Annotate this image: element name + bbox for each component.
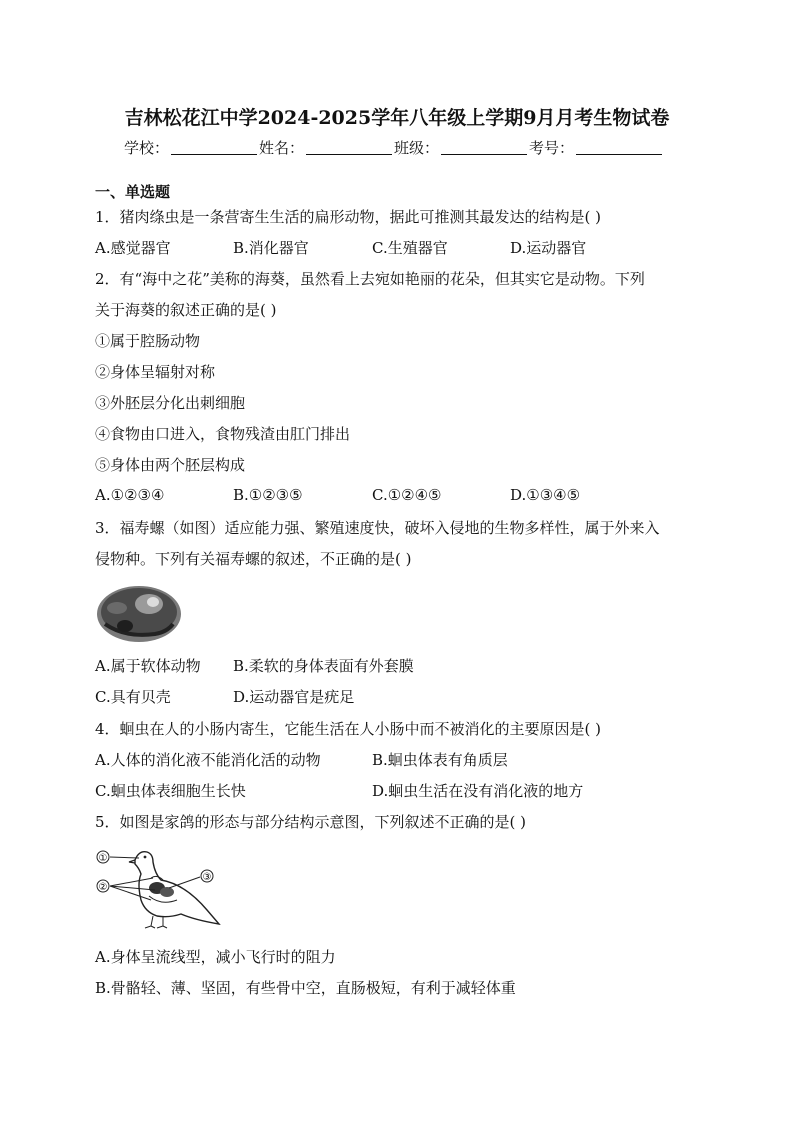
q2-stem-line2: 关于海葵的叙述正确的是( ) — [95, 301, 277, 319]
q2-option-a: A.①②③④ — [95, 486, 165, 504]
pigeon-label-3: ③ — [202, 872, 212, 883]
pigeon-label-1: ① — [98, 853, 108, 864]
q1-stem: 1．猪肉绦虫是一条营寄生生活的扁形动物，据此可推测其最发达的结构是( ) — [95, 208, 602, 226]
q5-option-b: B.骨骼轻、薄、坚固，有些骨中空，直肠极短，有利于减轻体重 — [95, 979, 516, 997]
q5-option-a: A.身体呈流线型，减小飞行时的阻力 — [95, 948, 336, 966]
q2-option-d: D.①③④⑤ — [510, 486, 581, 504]
apple-snail-image — [95, 580, 183, 644]
pigeon-structure-diagram — [95, 840, 227, 932]
q2-option-b: B.①②③⑤ — [233, 486, 303, 504]
class-blank — [441, 140, 527, 155]
q2-option-c: C.①②④⑤ — [372, 486, 442, 504]
name-label: 姓名： — [259, 139, 305, 157]
pigeon-label-2: ② — [98, 882, 108, 893]
school-label: 学校： — [124, 139, 170, 157]
q4-option-d: D.蛔虫生活在没有消化液的地方 — [372, 782, 584, 800]
q2-statement-3: ③外胚层分化出刺细胞 — [95, 394, 246, 412]
q2-statement-1: ①属于腔肠动物 — [95, 332, 201, 350]
q1-option-a: A.感觉器官 — [95, 239, 171, 257]
q5-stem: 5．如图是家鸽的形态与部分结构示意图，下列叙述不正确的是( ) — [95, 813, 527, 831]
q2-stem-line1: 2．有“海中之花”美称的海葵，虽然看上去宛如艳丽的花朵，但其实它是动物。下列 — [95, 270, 645, 288]
q1-option-b: B.消化器官 — [233, 239, 309, 257]
q1-option-c: C.生殖器官 — [372, 239, 448, 257]
q1-option-d: D.运动器官 — [510, 239, 587, 257]
q2-statement-2: ②身体呈辐射对称 — [95, 363, 216, 381]
student-info-line — [124, 137, 664, 158]
q3-option-b: B.柔软的身体表面有外套膜 — [233, 657, 414, 675]
page-title: 吉林松花江中学2024-2025学年八年级上学期9月月考生物试卷 — [124, 107, 670, 129]
q3-option-d: D.运动器官是疣足 — [233, 688, 355, 706]
school-blank — [171, 140, 257, 155]
section-title: 一、单选题 — [95, 183, 171, 201]
number-blank — [576, 140, 662, 155]
q4-stem: 4．蛔虫在人的小肠内寄生，它能生活在人小肠中而不被消化的主要原因是( ) — [95, 720, 602, 738]
q4-option-b: B.蛔虫体表有角质层 — [372, 751, 508, 769]
name-blank — [306, 140, 392, 155]
q3-option-c: C.具有贝壳 — [95, 688, 171, 706]
q2-statement-4: ④食物由口进入，食物残渣由肛门排出 — [95, 425, 351, 443]
q4-option-c: C.蛔虫体表细胞生长快 — [95, 782, 246, 800]
q4-option-a: A.人体的消化液不能消化活的动物 — [95, 751, 321, 769]
class-label: 班级： — [394, 139, 440, 157]
number-label: 考号： — [529, 139, 575, 157]
q2-statement-5: ⑤身体由两个胚层构成 — [95, 456, 246, 474]
q3-stem-line1: 3．福寿螺（如图）适应能力强、繁殖速度快，破坏入侵地的生物多样性，属于外来入 — [95, 519, 660, 537]
q3-stem-line2: 侵物种。下列有关福寿螺的叙述，不正确的是( ) — [95, 550, 412, 568]
q3-option-a: A.属于软体动物 — [95, 657, 201, 675]
